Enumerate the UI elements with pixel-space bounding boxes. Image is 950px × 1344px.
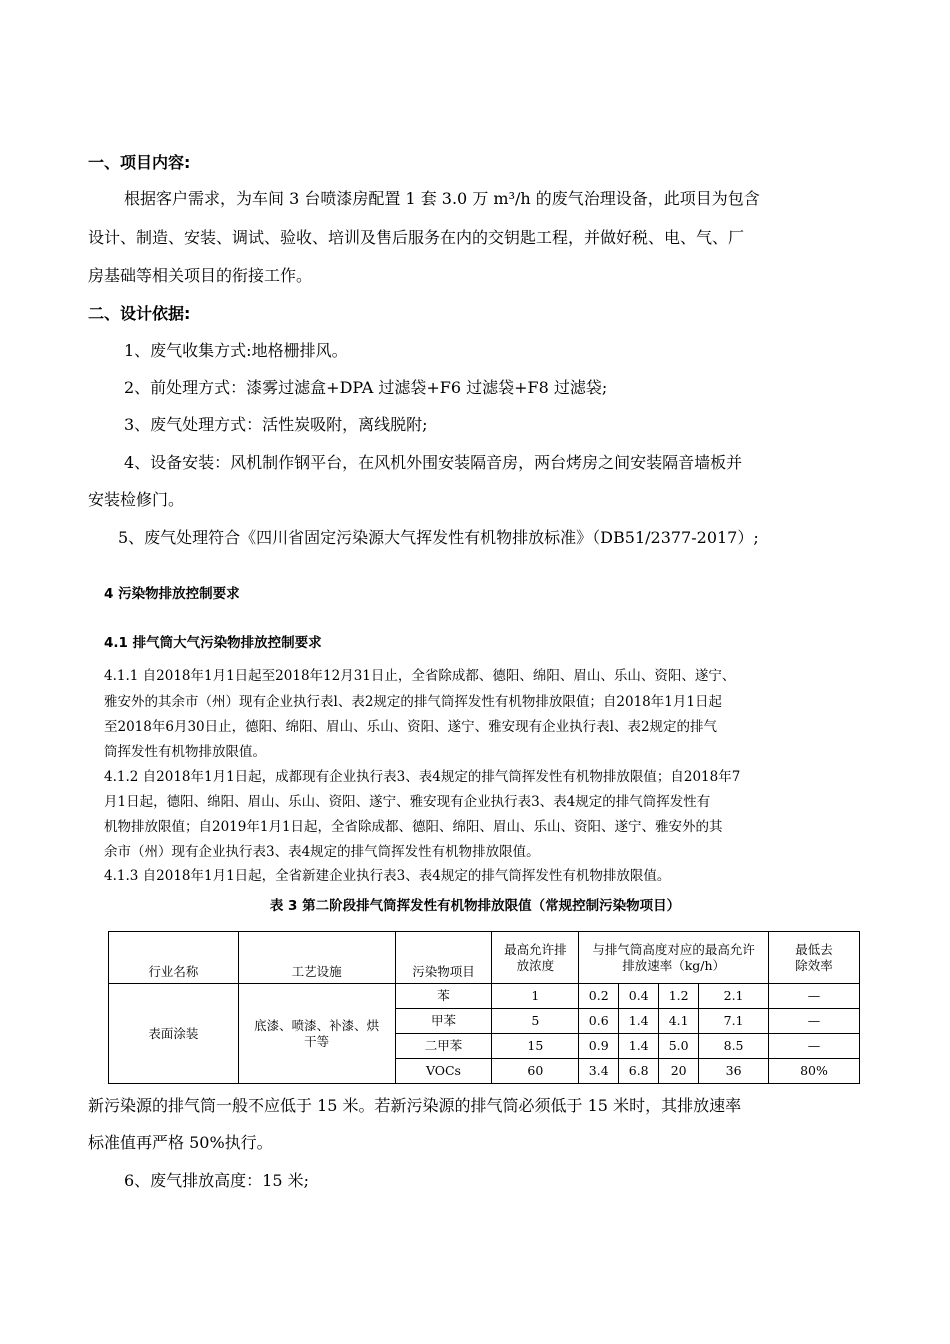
emission-limit-table [108,931,860,1084]
header-max-concentration-line-2: 放浓度 [516,957,555,973]
standard-line: 4.1.2 自2018年1月1日起，成都现有企业执行表3、表4规定的排气筒挥发性有机物排放限值；自2018年7 [104,769,741,785]
rate-cell: 0.2 [579,984,619,1009]
header-emission-rate-line-2: 排放速率（kg/h） [622,957,726,973]
standard-section-title: 4 污染物排放控制要求 [104,586,240,602]
rate-cell: 2.1 [699,984,769,1009]
process-cell-line-1: 底漆、喷漆、补漆、烘 [254,1017,380,1033]
table-caption: 表 3 第二阶段排气筒挥发性有机物排放限值（常规控制污染物项目） [269,898,681,914]
rate-cell: 7.1 [699,1009,769,1034]
pollutant-cell: VOCs [395,1059,492,1084]
process-cell [238,984,395,1084]
header-emission-rate-line-1: 与排气筒高度对应的最高允许 [592,941,755,957]
standard-line: 4.1.1 自2018年1月1日起至2018年12月31日止，全省除成都、德阳、绵阳、眉山、乐山、资阳、遂宁、 [104,668,736,684]
header-max-concentration-line-1: 最高允许排 [504,941,567,957]
rate-cell: 36 [699,1059,769,1084]
header-max-concentration [492,932,579,984]
concentration-cell: 5 [492,1009,579,1034]
efficiency-cell: — [769,1034,860,1059]
stack-height-note-line-1: 新污染源的排气筒一般不应低于 15 米。若新污染源的排气筒必须低于 15 米时，其排放速率 [88,1096,742,1115]
standard-line: 雅安外的其余市（州）现有企业执行表l、表2规定的排气筒挥发性有机物排放限值；自2018年1月1日起 [104,694,722,710]
header-removal-efficiency-line-1: 最低去 [795,941,833,957]
rate-cell: 1.4 [619,1009,659,1034]
design-basis-item-3: 3、废气处理方式：活性炭吸附，离线脱附; [124,415,428,434]
header-pollutant: 污染物项目 [395,932,492,984]
header-industry: 行业名称 [109,932,239,984]
design-basis-item-4-continued: 安装检修门。 [88,490,185,509]
rate-cell: 1.2 [659,984,699,1009]
header-process: 工艺设施 [238,932,395,984]
rate-cell: 0.6 [579,1009,619,1034]
table-header-row [109,932,860,984]
process-cell-line-2: 干等 [304,1033,330,1049]
stack-height-note-line-2: 标准值再严格 50%执行。 [88,1133,273,1152]
standard-line: 4.1.3 自2018年1月1日起，全省新建企业执行表3、表4规定的排气筒挥发性有机物排放限值。 [104,868,671,884]
design-basis-item-5: 5、废气处理符合《四川省固定污染源大气挥发性有机物排放标准》（DB51/2377-2017）; [118,528,759,547]
standard-line: 余市（州）现有企业执行表3、表4规定的排气筒挥发性有机物排放限值。 [104,844,540,860]
rate-cell: 6.8 [619,1059,659,1084]
header-removal-efficiency [769,932,860,984]
rate-cell: 5.0 [659,1034,699,1059]
standard-line: 月1日起，德阳、绵阳、眉山、乐山、资阳、遂宁、雅安现有企业执行表3、表4规定的排气筒挥发性有 [104,794,711,810]
concentration-cell: 1 [492,984,579,1009]
section2-heading: 二、设计依据: [88,304,191,323]
standard-subsection-title: 4.1 排气筒大气污染物排放控制要求 [104,635,322,651]
pollutant-cell: 甲苯 [395,1009,492,1034]
concentration-cell: 15 [492,1034,579,1059]
concentration-cell: 60 [492,1059,579,1084]
design-basis-item-2: 2、前处理方式：漆雾过滤盒+DPA 过滤袋+F6 过滤袋+F8 过滤袋; [124,378,608,397]
efficiency-cell: 80% [769,1059,860,1084]
rate-cell: 4.1 [659,1009,699,1034]
table-row [109,984,860,1009]
industry-cell: 表面涂装 [109,984,239,1084]
design-basis-item-1: 1、废气收集方式:地格栅排风。 [124,341,348,360]
pollutant-cell: 苯 [395,984,492,1009]
standard-line: 筒挥发性有机物排放限值。 [104,744,266,760]
section1-paragraph-line-3: 房基础等相关项目的衔接工作。 [88,266,313,285]
header-emission-rate [579,932,769,984]
design-basis-item-6: 6、废气排放高度：15 米; [124,1171,310,1190]
header-removal-efficiency-line-2: 除效率 [795,957,833,973]
rate-cell: 0.9 [579,1034,619,1059]
standard-line: 机物排放限值；自2019年1月1日起，全省除成都、德阳、绵阳、眉山、乐山、资阳、遂宁、雅安外的其 [104,819,723,835]
section1-paragraph-line-2: 设计、制造、安装、调试、验收、培训及售后服务在内的交钥匙工程，并做好税、电、气、厂 [88,228,745,247]
rate-cell: 0.4 [619,984,659,1009]
pollutant-cell: 二甲苯 [395,1034,492,1059]
rate-cell: 3.4 [579,1059,619,1084]
standard-line: 至2018年6月30日止，德阳、绵阳、眉山、乐山、资阳、遂宁、雅安现有企业执行表l、表2规定的排气 [104,719,718,735]
design-basis-item-4: 4、设备安装：风机制作钢平台，在风机外围安装隔音房，两台烤房之间安装隔音墙板并 [124,453,743,472]
efficiency-cell: — [769,984,860,1009]
section1-heading: 一、项目内容: [88,153,191,172]
rate-cell: 8.5 [699,1034,769,1059]
rate-cell: 1.4 [619,1034,659,1059]
section1-paragraph-line-1: 根据客户需求，为车间 3 台喷漆房配置 1 套 3.0 万 m³/h 的废气治理设备，此项目为包含 [124,189,760,208]
efficiency-cell: — [769,1009,860,1034]
rate-cell: 20 [659,1059,699,1084]
